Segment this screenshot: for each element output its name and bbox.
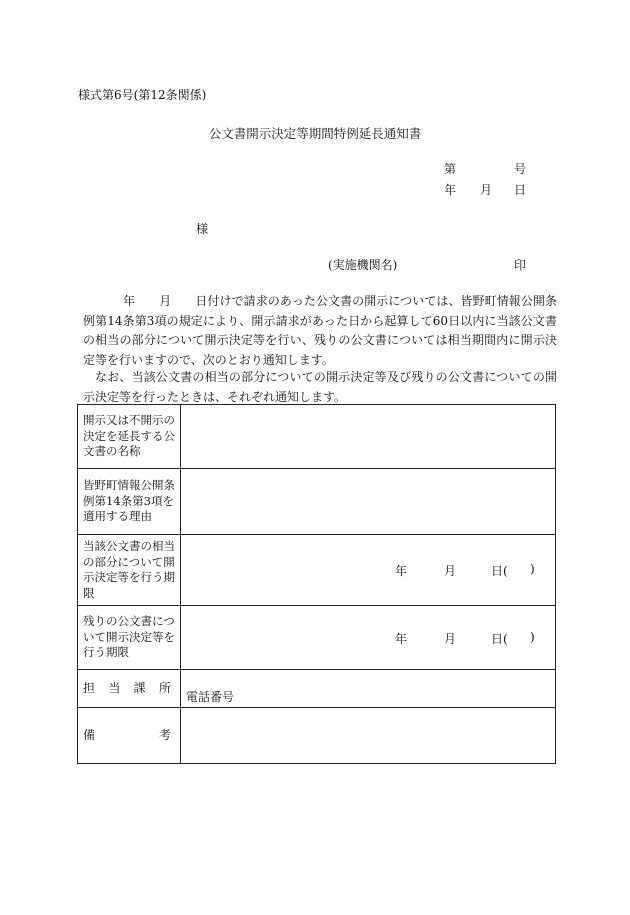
date-month: 月 — [480, 183, 493, 197]
row-value-reason — [181, 469, 556, 535]
row-label-department — [78, 670, 181, 708]
date-day: 日 — [514, 183, 527, 197]
row-label-partial-deadline: 当該公文書の相当の部分について開示決定等を行う期限 — [78, 535, 181, 606]
deadline-month: 月 — [444, 631, 457, 646]
deadline-day: 日( — [491, 564, 508, 578]
remarks-char: 備 — [83, 727, 96, 742]
telephone-label: 電話番号 — [186, 690, 235, 704]
date-year: 年 — [444, 183, 457, 197]
seal-mark: 印 — [514, 258, 527, 272]
table-row — [78, 708, 556, 764]
row-label-document-name: 開示又は不開示の決定を延長する公文書の名称 — [78, 405, 181, 469]
table-row — [78, 405, 556, 469]
row-value-department — [181, 670, 556, 708]
deadline-year: 年 — [395, 564, 408, 578]
dept-char: 当 — [108, 680, 121, 695]
dept-char: 所 — [158, 680, 171, 695]
row-value-document-name — [181, 405, 556, 469]
document-title: 公文書開示決定等期間特例延長通知書 — [208, 126, 422, 141]
notice-table — [77, 404, 556, 764]
deadline-year: 年 — [395, 631, 408, 646]
row-label-reason: 皆野町情報公開条例第14条第3項を適用する理由 — [78, 469, 181, 535]
row-value-remaining-deadline — [181, 606, 556, 670]
form-number: 様式第6号(第12条関係) — [78, 88, 207, 102]
deadline-month: 月 — [444, 564, 457, 578]
row-label-remarks — [78, 708, 181, 764]
number-go: 号 — [514, 162, 527, 176]
number-dai: 第 — [444, 162, 457, 176]
dept-char: 担 — [83, 680, 96, 695]
table-row — [78, 670, 556, 708]
body-paragraph-2: なお、当該公文書の相当の部分についての開示決定等及び残りの公文書についての開示決定等を行ったときは、それぞれ通知します。 — [83, 370, 557, 404]
row-value-remarks — [181, 708, 556, 764]
body-paragraph-1: 年 月 日付けで請求のあった公文書の開示については、皆野町情報公開条例第14条第3項の規定により、開示請求があった日から起算して60日以内に当該公文書の相当の部分について開示決定等を行い、残りの公文書については相当期間内に開示決定等を行いますので、次のとおり通知します。 — [83, 294, 557, 367]
deadline-close: ) — [530, 562, 535, 576]
addressee-suffix: 様 — [196, 222, 209, 236]
row-label-remaining-deadline: 残りの公文書について開示決定等を行う期限 — [78, 606, 181, 670]
dept-char: 課 — [133, 680, 146, 695]
organization-name: (実施機関名) — [328, 258, 398, 272]
row-value-partial-deadline — [181, 535, 556, 606]
deadline-close: ) — [530, 629, 535, 644]
table-row — [78, 535, 556, 606]
deadline-day: 日( — [491, 631, 508, 646]
table-row — [78, 469, 556, 535]
remarks-char: 考 — [158, 727, 171, 742]
table-row — [78, 606, 556, 670]
